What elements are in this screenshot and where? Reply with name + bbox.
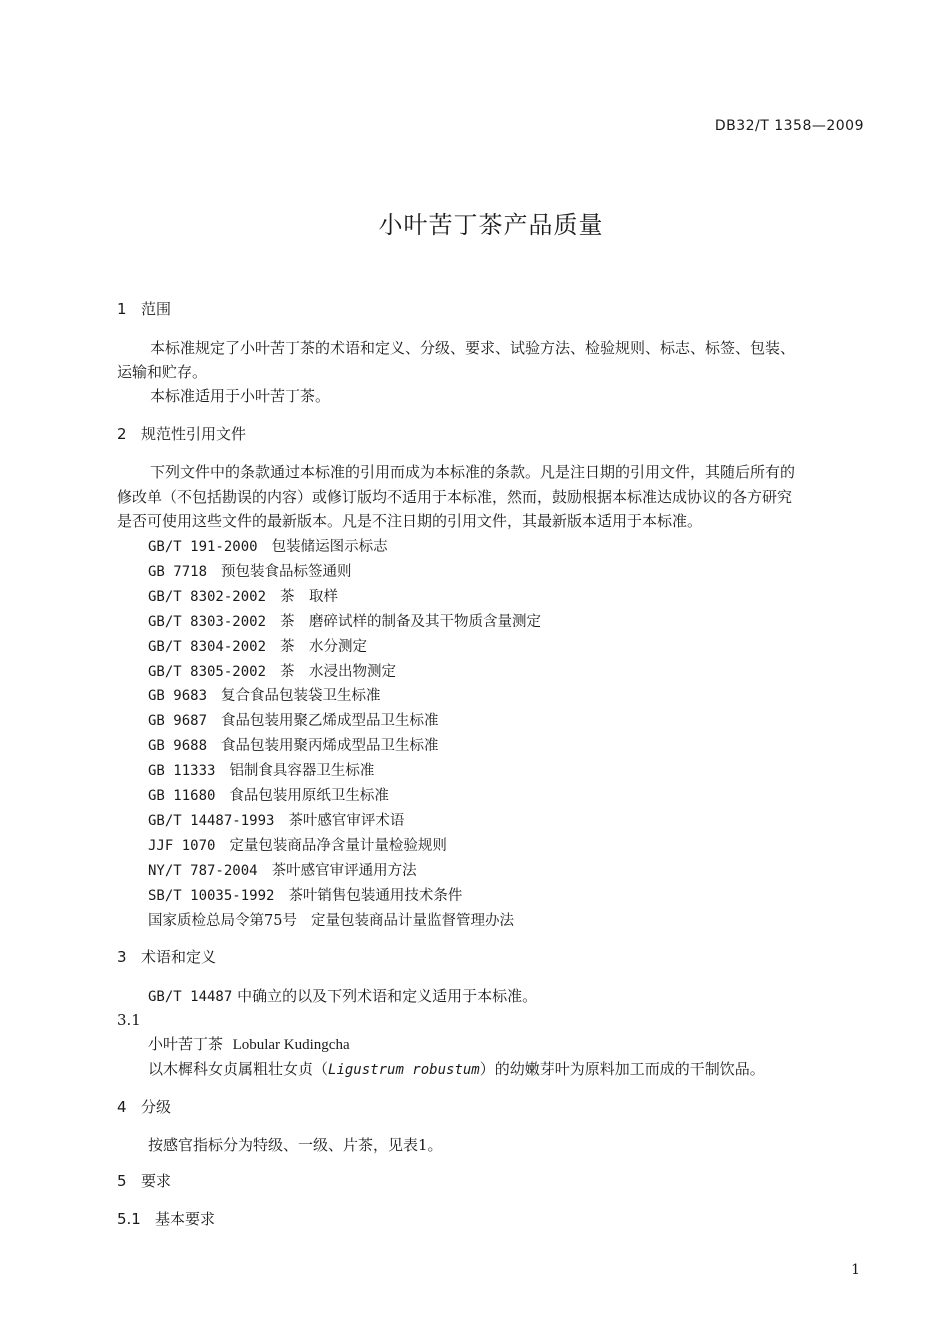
reference-item [148, 660, 396, 681]
section-1-heading [117, 298, 171, 319]
paragraph-line: 修改单（不包括勘误的内容）或修订版均不适用于本标准，然而，鼓励根据本标准达成协议的各方研究 [117, 488, 793, 506]
reference-code: GB 7718 [148, 564, 208, 580]
clause-number: 3.1 [117, 1011, 141, 1029]
reference-item [148, 809, 404, 830]
paragraph-line: 是否可使用这些文件的最新版本。凡是不注日期的引用文件，其最新版本适用于本标准。 [117, 512, 703, 530]
reference-code: GB 9683 [148, 688, 208, 704]
reference-name: 食品包装用原纸卫生标准 [229, 788, 389, 804]
reference-code: JJF 1070 [148, 838, 216, 854]
reference-name: 预包装食品标签通则 [221, 564, 352, 580]
section-3-heading [117, 946, 216, 967]
reference-name: 食品包装用聚乙烯成型品卫生标准 [221, 713, 439, 729]
reference-item [148, 784, 389, 805]
paragraph [148, 984, 537, 1009]
reference-name: 茶 取样 [280, 589, 339, 605]
section-number: 3 [117, 948, 127, 966]
term-definition [148, 1057, 765, 1082]
reference-item [148, 635, 367, 656]
reference-item [148, 535, 388, 556]
reference-code: GB/T 8305-2002 [148, 664, 267, 680]
paragraph: 按感官指标分为特级、一级、片茶，见表1。 [148, 1136, 443, 1154]
document-title: 小叶苦丁茶产品质量 [378, 211, 604, 239]
reference-code: GB/T 191-2000 [148, 539, 258, 555]
section-title: 分级 [141, 1098, 172, 1116]
reference-name: 茶叶感官审评通用方法 [271, 863, 417, 879]
reference-name: 茶 水分测定 [280, 639, 368, 655]
section-5-1-heading [117, 1208, 215, 1229]
reference-item [148, 759, 374, 780]
reference-item [148, 684, 381, 705]
definition-text: ）的幼嫩芽叶为原料加工而成的干制饮品。 [479, 1060, 765, 1078]
section-2-heading [117, 423, 246, 444]
standard-code: DB32/T 1358—2009 [714, 118, 864, 134]
section-title: 范围 [141, 300, 172, 318]
term-en: Lobular Kudingcha [232, 1037, 350, 1053]
paragraph-text: 中确立的以及下列术语和定义适用于本标准。 [237, 987, 538, 1005]
reference-name: 茶叶感官审评术语 [288, 813, 405, 829]
reference-name: 茶 水浸出物测定 [280, 664, 397, 680]
reference-code: 国家质检总局令第75号 [148, 913, 297, 929]
reference-name: 茶 磨碎试样的制备及其干物质含量测定 [280, 614, 542, 630]
section-number: 1 [117, 300, 127, 318]
reference-item [148, 585, 338, 606]
paragraph-line: 运输和贮存。 [117, 363, 208, 381]
reference-item [148, 734, 439, 755]
section-number: 4 [117, 1098, 127, 1116]
reference-code: SB/T 10035-1992 [148, 888, 275, 904]
page-number: 1 [851, 1262, 860, 1278]
reference-code: GB/T 14487-1993 [148, 813, 275, 829]
section-title: 要求 [141, 1172, 172, 1190]
reference-code: GB/T 8303-2002 [148, 614, 267, 630]
reference-item [148, 610, 541, 631]
reference-code: GB 9688 [148, 738, 208, 754]
reference-name: 定量包装商品计量监督管理办法 [310, 913, 514, 929]
section-title: 术语和定义 [141, 948, 217, 966]
reference-item [148, 834, 447, 855]
section-5-heading [117, 1170, 171, 1191]
reference-item [148, 884, 462, 905]
reference-code: GB 11680 [148, 788, 216, 804]
reference-code: GB/T 8304-2002 [148, 639, 267, 655]
reference-name: 铝制食具容器卫生标准 [229, 763, 375, 779]
paragraph-line: 本标准规定了小叶苦丁茶的术语和定义、分级、要求、试验方法、检验规则、标志、标签、包装、 [150, 339, 796, 357]
section-number: 5.1 [117, 1210, 141, 1228]
reference-code: GB 9687 [148, 713, 208, 729]
reference-name: 食品包装用聚丙烯成型品卫生标准 [221, 738, 439, 754]
section-4-heading [117, 1096, 171, 1117]
reference-name: 茶叶销售包装通用技术条件 [288, 888, 463, 904]
reference-code: NY/T 787-2004 [148, 863, 258, 879]
section-number: 2 [117, 425, 127, 443]
section-title: 基本要求 [155, 1210, 216, 1228]
reference-code: GB/T 14487 [148, 989, 233, 1005]
reference-code: GB/T 8302-2002 [148, 589, 267, 605]
reference-code: GB 11333 [148, 763, 216, 779]
term-heading [148, 1032, 350, 1057]
reference-item [148, 909, 514, 930]
reference-name: 复合食品包装袋卫生标准 [221, 688, 381, 704]
reference-item [148, 560, 352, 581]
definition-text: 以木樨科女贞属粗壮女贞（ [148, 1060, 329, 1078]
section-title: 规范性引用文件 [141, 425, 247, 443]
reference-name: 包装储运图示标志 [271, 539, 388, 555]
term-cn: 小叶苦丁茶 [148, 1035, 224, 1053]
reference-item [148, 709, 439, 730]
paragraph-line: 下列文件中的条款通过本标准的引用而成为本标准的条款。凡是注日期的引用文件，其随后所有的 [150, 463, 796, 481]
latin-name: Ligustrum robustum [328, 1062, 480, 1078]
paragraph: 本标准适用于小叶苦丁茶。 [150, 387, 331, 405]
reference-item [148, 859, 417, 880]
section-number: 5 [117, 1172, 127, 1190]
reference-name: 定量包装商品净含量计量检验规则 [229, 838, 447, 854]
